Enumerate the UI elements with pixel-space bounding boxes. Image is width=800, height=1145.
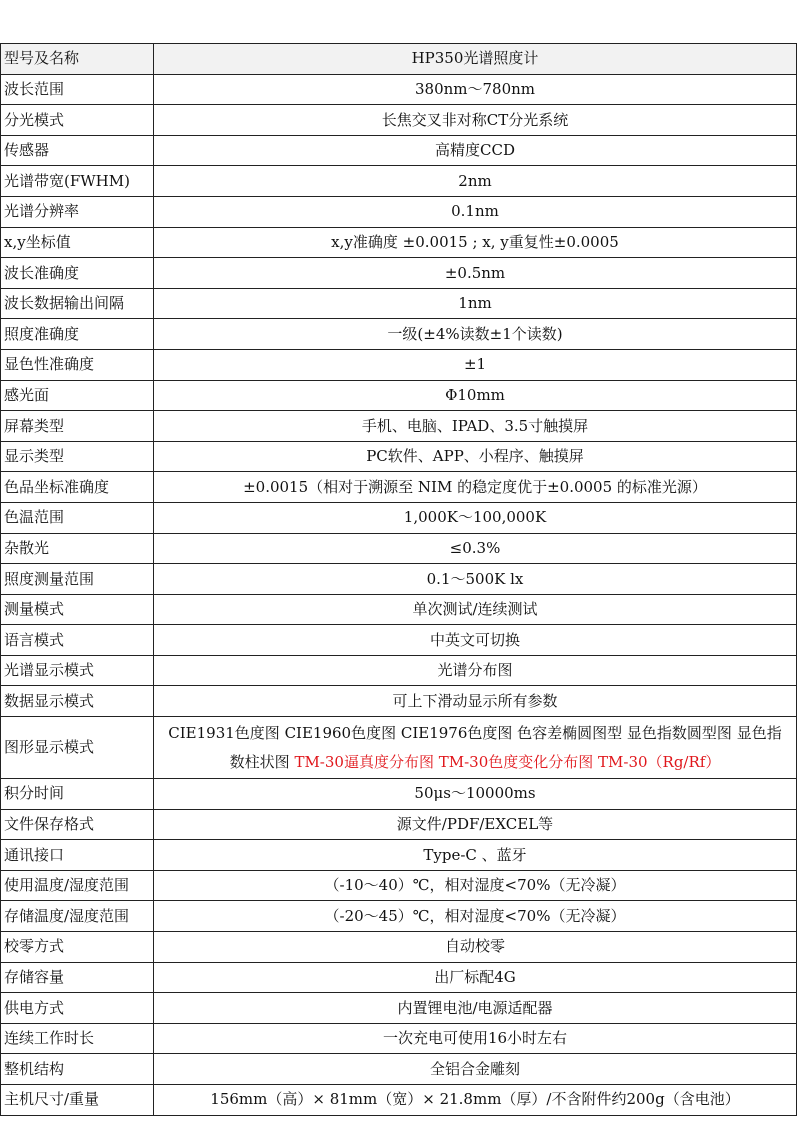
spec-label: 色品坐标准确度 <box>1 472 154 503</box>
spec-label: 整机结构 <box>1 1054 154 1085</box>
spec-value: 中英文可切换 <box>154 625 797 656</box>
spec-label: 照度准确度 <box>1 319 154 350</box>
spec-label: x,y坐标值 <box>1 227 154 258</box>
spec-label: 积分时间 <box>1 779 154 810</box>
spec-label: 波长范围 <box>1 74 154 105</box>
spec-value: 全铝合金雕刻 <box>154 1054 797 1085</box>
table-row <box>1 441 797 472</box>
spec-value-multi <box>154 717 797 779</box>
spec-label: 连续工作时长 <box>1 1023 154 1054</box>
spec-value: 出厂标配4G <box>154 962 797 993</box>
header-value: HP350光谱照度计 <box>154 44 797 75</box>
spec-label: 光谱显示模式 <box>1 655 154 686</box>
spec-label: 分光模式 <box>1 105 154 136</box>
spec-value: （-20～45）℃，相对湿度<70%（无冷凝） <box>154 901 797 932</box>
table-row <box>1 411 797 442</box>
spec-table-body <box>1 44 797 1116</box>
spec-value: Type-C 、蓝牙 <box>154 840 797 871</box>
spec-value: 一级(±4%读数±1个读数) <box>154 319 797 350</box>
table-row <box>1 74 797 105</box>
table-row <box>1 901 797 932</box>
table-row <box>1 809 797 840</box>
spec-label: 语言模式 <box>1 625 154 656</box>
spec-label: 波长数据输出间隔 <box>1 288 154 319</box>
spec-value: 自动校零 <box>154 932 797 963</box>
spec-table <box>0 43 797 1116</box>
spec-value: PC软件、APP、小程序、触摸屏 <box>154 441 797 472</box>
table-row <box>1 1023 797 1054</box>
spec-label: 图形显示模式 <box>1 717 154 779</box>
table-row <box>1 166 797 197</box>
graphic-mode-black-text: CIE1931色度图 CIE1960色度图 CIE1976色度图 色容差椭圆图型 显色指数圆型图 显色指数柱状图 <box>168 723 782 771</box>
spec-value: 可上下滑动显示所有参数 <box>154 686 797 717</box>
table-row <box>1 993 797 1024</box>
table-row <box>1 196 797 227</box>
table-row <box>1 840 797 871</box>
table-row <box>1 288 797 319</box>
table-row <box>1 962 797 993</box>
spec-label: 校零方式 <box>1 932 154 963</box>
spec-value: ±0.0015（相对于溯源至 NIM 的稳定度优于±0.0005 的标准光源） <box>154 472 797 503</box>
spec-value: 光谱分布图 <box>154 655 797 686</box>
spec-value: 156mm（高）× 81mm（宽）× 21.8mm（厚）/不含附件约200g（含电池） <box>154 1085 797 1116</box>
spec-label: 光谱带宽(FWHM) <box>1 166 154 197</box>
table-row <box>1 625 797 656</box>
table-row <box>1 502 797 533</box>
spec-label: 杂散光 <box>1 533 154 564</box>
spec-label: 屏幕类型 <box>1 411 154 442</box>
table-row <box>1 594 797 625</box>
spec-label: 波长准确度 <box>1 258 154 289</box>
table-row <box>1 870 797 901</box>
spec-label: 光谱分辨率 <box>1 196 154 227</box>
spec-label: 显色性准确度 <box>1 349 154 380</box>
spec-label: 通讯接口 <box>1 840 154 871</box>
spec-label: 使用温度/湿度范围 <box>1 870 154 901</box>
table-row <box>1 258 797 289</box>
spec-value: 内置锂电池/电源适配器 <box>154 993 797 1024</box>
spec-value: ±0.5nm <box>154 258 797 289</box>
spec-label: 存储温度/湿度范围 <box>1 901 154 932</box>
spec-value: 手机、电脑、IPAD、3.5寸触摸屏 <box>154 411 797 442</box>
table-row <box>1 227 797 258</box>
spec-label: 色温范围 <box>1 502 154 533</box>
spec-value: 一次充电可使用16小时左右 <box>154 1023 797 1054</box>
spec-value: x,y准确度 ±0.0015 ; x, y重复性±0.0005 <box>154 227 797 258</box>
table-row <box>1 779 797 810</box>
table-row <box>1 655 797 686</box>
spec-value: 1,000K～100,000K <box>154 502 797 533</box>
table-row <box>1 472 797 503</box>
table-row <box>1 1085 797 1116</box>
spec-value: 0.1nm <box>154 196 797 227</box>
table-row <box>1 1054 797 1085</box>
spec-label: 显示类型 <box>1 441 154 472</box>
spec-label: 照度测量范围 <box>1 564 154 595</box>
table-row <box>1 135 797 166</box>
header-label: 型号及名称 <box>1 44 154 75</box>
spec-label: 供电方式 <box>1 993 154 1024</box>
spec-value: 50μs～10000ms <box>154 779 797 810</box>
spec-value: （-10～40）℃，相对湿度<70%（无冷凝） <box>154 870 797 901</box>
spec-value: 源文件/PDF/EXCEL等 <box>154 809 797 840</box>
spec-label: 主机尺寸/重量 <box>1 1085 154 1116</box>
graphic-mode-red-text: TM-30逼真度分布图 TM-30色度变化分布图 TM-30（Rg/Rf） <box>294 752 721 771</box>
table-row <box>1 380 797 411</box>
spec-value: 1nm <box>154 288 797 319</box>
spec-value: ≤0.3% <box>154 533 797 564</box>
table-row <box>1 533 797 564</box>
table-row <box>1 932 797 963</box>
spec-label: 测量模式 <box>1 594 154 625</box>
table-row <box>1 319 797 350</box>
spec-value: 高精度CCD <box>154 135 797 166</box>
spec-label: 文件保存格式 <box>1 809 154 840</box>
spec-value: 2nm <box>154 166 797 197</box>
spec-value: ±1 <box>154 349 797 380</box>
table-row <box>1 105 797 136</box>
table-row <box>1 349 797 380</box>
spec-label: 传感器 <box>1 135 154 166</box>
spec-value: 单次测试/连续测试 <box>154 594 797 625</box>
spec-label: 数据显示模式 <box>1 686 154 717</box>
spec-value: 380nm～780nm <box>154 74 797 105</box>
spec-label: 感光面 <box>1 380 154 411</box>
table-row <box>1 686 797 717</box>
table-row-graphic-mode <box>1 717 797 779</box>
spec-value: 0.1～500K lx <box>154 564 797 595</box>
table-header-row <box>1 44 797 75</box>
table-row <box>1 564 797 595</box>
spec-value: 长焦交叉非对称CT分光系统 <box>154 105 797 136</box>
spec-label: 存储容量 <box>1 962 154 993</box>
spec-value: Φ10mm <box>154 380 797 411</box>
